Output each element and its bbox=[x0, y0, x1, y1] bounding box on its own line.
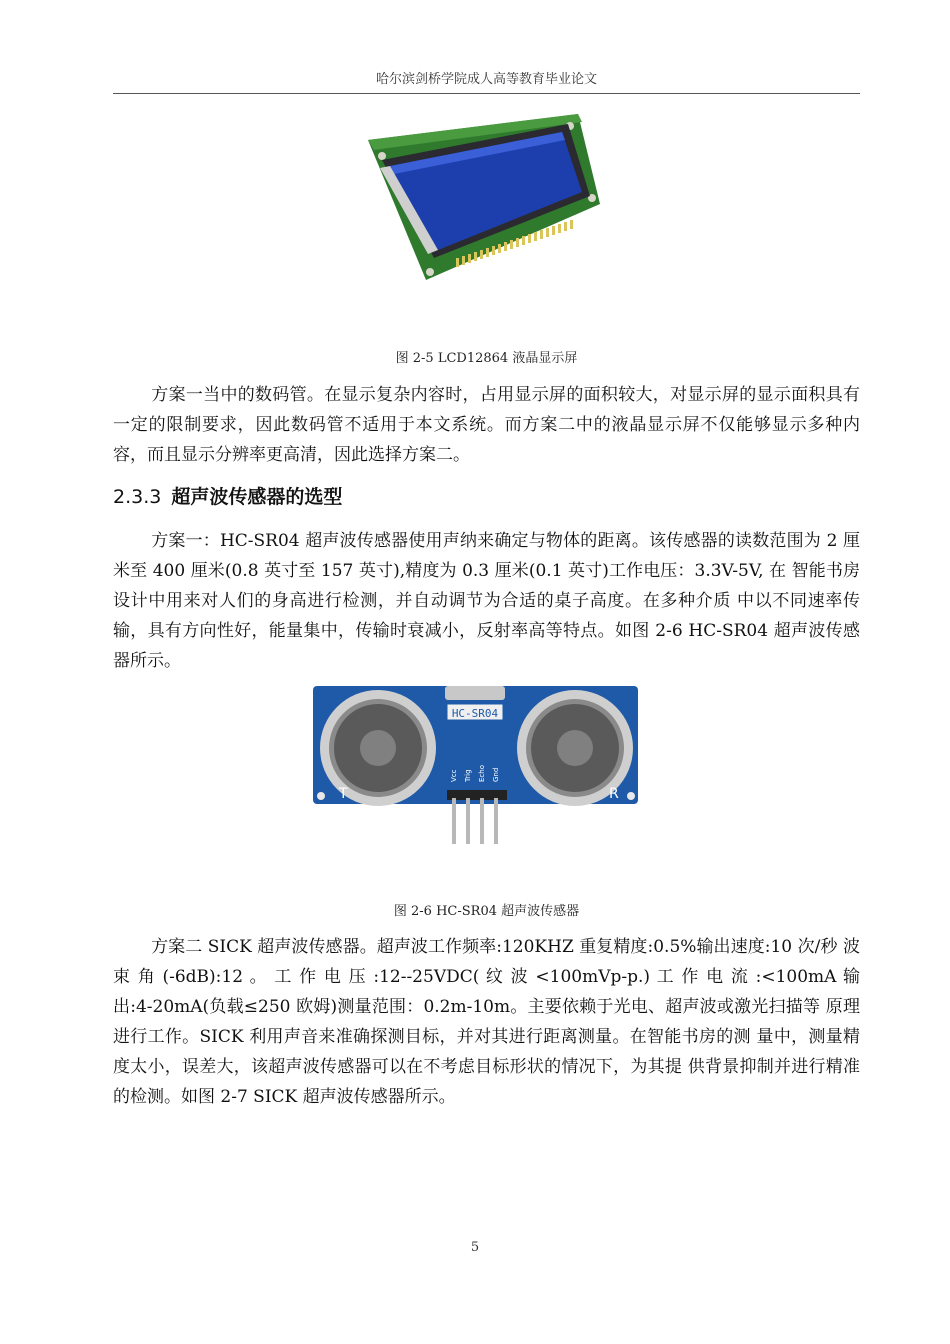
section-title: 超声波传感器的选型 bbox=[171, 486, 343, 508]
hc-sr04-image bbox=[313, 686, 638, 846]
section-heading bbox=[113, 482, 342, 509]
paragraph-display-choice-text: 方案一当中的数码管。在显示复杂内容时，占用显示屏的面积较大，对显示屏的显示面积具有一定的限制要求，因此数码管不适用于本文系统。而方案二中的液晶显示屏不仅能够显示多种内容，而且显示分辨率更高清，因此选择方案二。 bbox=[113, 385, 860, 465]
pin-label-vcc: Vcc bbox=[450, 769, 458, 782]
section-number: 2.3.3 bbox=[113, 486, 162, 508]
left-transducer bbox=[320, 690, 436, 806]
paragraph-hcsr04-text: 方案一：HC-SR04 超声波传感器使用声纳来确定与物体的距离。该传感器的读数范围为 2 厘米至 400 厘米(0.8 英寸至 157 英寸),精度为 0.3 厘米(0.1 英寸)工作电压：3.3V-5V, 在 智能书房设计中用来对人们的身高进行检测，并自动调节为合适的桌子高度。在多种介质 中以不同速率传输，具有方向性好，能量集中，传输时衰减小，反射率高等特点。如图 2-6 HC-SR04 超声波传感器所示。 bbox=[113, 531, 860, 671]
pin-label-echo: Echo bbox=[478, 765, 486, 782]
pin-label-gnd: Gnd bbox=[492, 767, 500, 782]
paragraph-display-choice bbox=[113, 380, 860, 470]
figure-2-5-caption: 图 2-5 LCD12864 液晶显示屏 bbox=[395, 351, 578, 366]
lcd-module-image bbox=[360, 108, 610, 288]
board-label: HC-SR04 bbox=[451, 707, 499, 720]
running-header: 哈尔滨剑桥学院成人高等教育毕业论文 bbox=[113, 68, 860, 94]
paragraph-sick bbox=[113, 932, 860, 1112]
header-pins bbox=[447, 790, 507, 844]
paragraph-hcsr04 bbox=[113, 526, 860, 676]
paragraph-sick-text: 方案二 SICK 超声波传感器。超声波工作频率:120KHZ 重复精度:0.5%输出速度:10 次/秒 波 束 角 (-6dB):12 。 工 作 电 压 :12--25VDC( 纹 波 <100mVp-p.) 工 作 电 流 :<100mA 输 出:4-20mA(负载≤250 欧姆)测量范围：0.2m-10m。主要依赖于光电、超声波或激光扫描等 原理进行工作。SICK 利用声音来准确探测目标，并对其进行距离测量。在智能书房的测 量中，测量精度太小，误差大，该超声波传感器可以在不考虑目标形状的情况下，为其提 供背景抑制并进行精准的检测。如图 2-7 SICK 超声波传感器所示。 bbox=[113, 937, 860, 1107]
page-number: 5 bbox=[470, 1240, 480, 1255]
pin-label-trig: Trig bbox=[464, 769, 472, 782]
receive-mark: R bbox=[609, 786, 619, 802]
figure-2-6-caption: 图 2-6 HC-SR04 超声波传感器 bbox=[393, 904, 580, 919]
transmit-mark: T bbox=[339, 786, 348, 802]
